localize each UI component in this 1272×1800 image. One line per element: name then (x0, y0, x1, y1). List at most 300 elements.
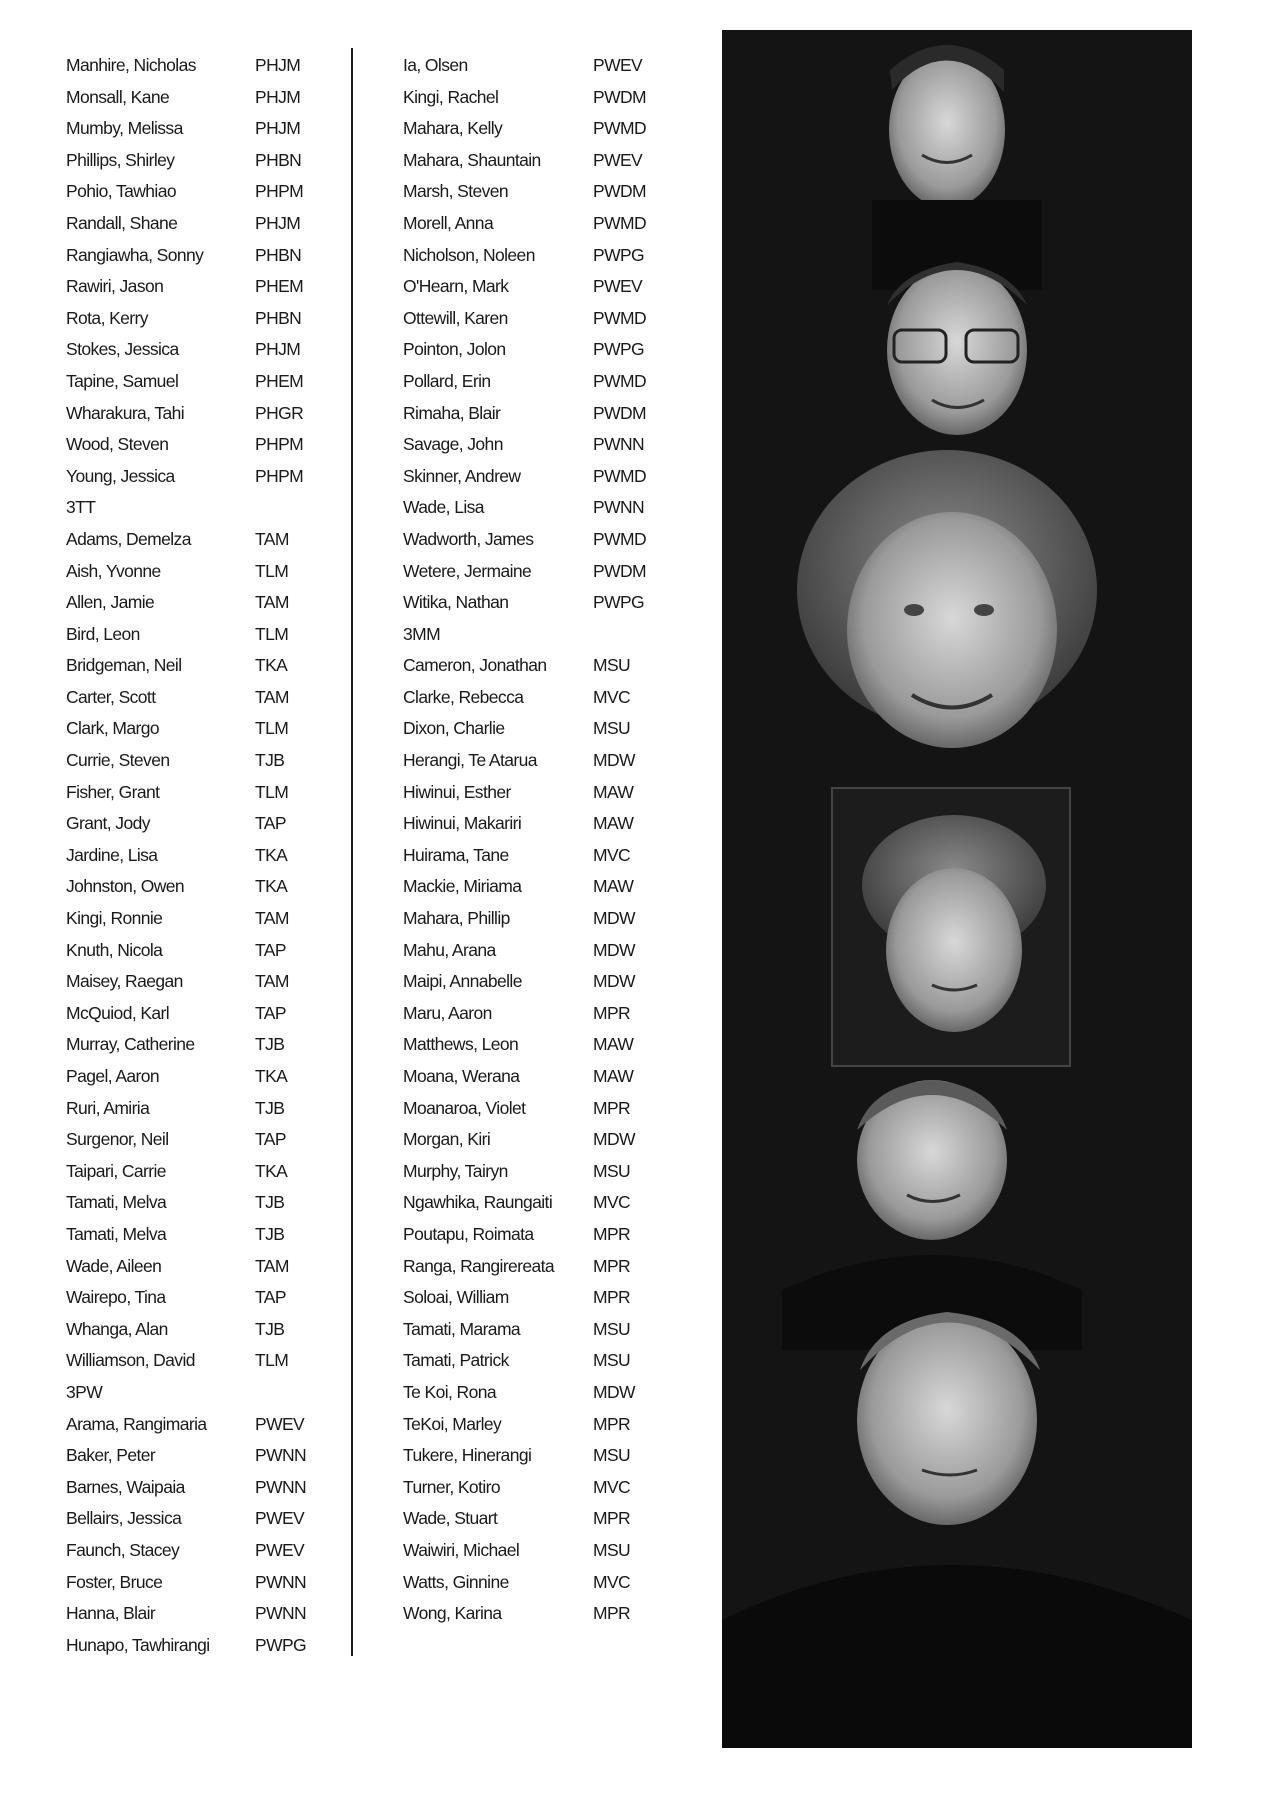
student-row (403, 398, 703, 430)
class-code: PWDM (593, 402, 647, 423)
student-row (66, 113, 356, 145)
student-name: Mahara, Shauntain (403, 149, 541, 170)
class-code: TLM (255, 1350, 289, 1371)
class-code: MPR (593, 1287, 631, 1308)
class-code: PWMD (593, 118, 647, 139)
student-row (403, 176, 703, 208)
student-row (66, 1535, 356, 1567)
student-name: Nicholson, Noleen (403, 244, 535, 265)
student-row (403, 1567, 703, 1599)
student-row (66, 745, 356, 777)
student-row (66, 871, 356, 903)
student-name: Fisher, Grant (66, 781, 160, 802)
class-code: PWDM (593, 560, 647, 581)
class-code: PWEV (593, 149, 643, 170)
class-code: TAP (255, 813, 286, 834)
student-row (66, 1440, 356, 1472)
class-code: TLM (255, 781, 289, 802)
student-row (66, 1598, 356, 1630)
class-code: PWMD (593, 307, 647, 328)
student-name: Morgan, Kiri (403, 1129, 491, 1150)
student-row (403, 1535, 703, 1567)
student-name: Tamati, Melva (66, 1192, 167, 1213)
class-code: PWMD (593, 528, 647, 549)
class-code: TKA (255, 876, 288, 897)
student-row (66, 366, 356, 398)
student-name: Ranga, Rangirereata (403, 1255, 555, 1276)
student-row (403, 240, 703, 272)
student-name: Manhire, Nicholas (66, 55, 196, 75)
student-name: Ruri, Amiria (66, 1097, 150, 1118)
student-name: Skinner, Andrew (403, 465, 521, 486)
student-name: Knuth, Nicola (66, 939, 163, 960)
class-code: PWNN (593, 497, 645, 518)
student-row (66, 682, 356, 714)
student-name: Ngawhika, Raungaiti (403, 1192, 553, 1213)
class-code: TAM (255, 686, 289, 707)
class-code: TLM (255, 718, 289, 739)
student-name: Whanga, Alan (66, 1318, 168, 1339)
student-row (403, 145, 703, 177)
class-code: PHEM (255, 276, 304, 297)
class-code: MPR (593, 1603, 631, 1624)
student-row (403, 334, 703, 366)
student-row (66, 1282, 356, 1314)
class-code: MDW (593, 939, 635, 960)
student-row (403, 682, 703, 714)
column-divider (351, 48, 353, 1656)
middle-name-list (403, 50, 703, 1630)
student-name: Allen, Jamie (66, 592, 155, 613)
class-code: TKA (255, 1160, 288, 1181)
class-code: MDW (593, 750, 635, 771)
class-code: MDW (593, 971, 635, 992)
student-row (66, 650, 356, 682)
student-row (66, 1124, 356, 1156)
class-code: PWEV (255, 1413, 305, 1434)
student-row (403, 1472, 703, 1504)
student-row (66, 713, 356, 745)
class-code: TJB (255, 1192, 285, 1213)
class-code: TAM (255, 528, 289, 549)
class-code: MAW (593, 1034, 634, 1055)
student-row (66, 334, 356, 366)
student-row (66, 1345, 356, 1377)
student-row (66, 429, 356, 461)
student-name: Hunapo, Tawhirangi (66, 1634, 210, 1655)
student-name: Wetere, Jermaine (403, 560, 532, 581)
student-name: Ia, Olsen (403, 55, 468, 75)
student-row (66, 1567, 356, 1599)
class-code: TLM (255, 560, 289, 581)
class-code: PWEV (593, 55, 643, 75)
student-row (403, 1093, 703, 1125)
student-name: Te Koi, Rona (403, 1381, 496, 1402)
student-row (403, 461, 703, 493)
student-row (66, 524, 356, 556)
class-code: MSU (593, 1318, 631, 1339)
student-row (66, 619, 356, 651)
class-code: PHPM (255, 181, 304, 202)
student-name: Barnes, Waipaia (66, 1476, 185, 1497)
class-code: TAM (255, 592, 289, 613)
student-name: Tamati, Patrick (403, 1350, 509, 1371)
class-code: PWMD (593, 212, 647, 233)
class-code: MSU (593, 1539, 631, 1560)
class-heading (66, 492, 356, 524)
student-row (403, 1156, 703, 1188)
student-name: Turner, Kotiro (403, 1476, 500, 1497)
class-code: MSU (593, 718, 631, 739)
student-name: Young, Jessica (66, 465, 175, 486)
student-name: Monsall, Kane (66, 86, 170, 107)
student-name: Arama, Rangimaria (66, 1413, 207, 1434)
class-code: PWPG (593, 592, 645, 613)
student-name: Maisey, Raegan (66, 971, 183, 992)
student-name: Rangiawha, Sonny (66, 244, 204, 265)
class-code: PHJM (255, 118, 301, 139)
student-name: Surgenor, Neil (66, 1129, 169, 1150)
student-name: Tamati, Marama (403, 1318, 521, 1339)
student-name: Wade, Aileen (66, 1255, 162, 1276)
student-row (403, 1409, 703, 1441)
student-name: Mahara, Phillip (403, 908, 510, 929)
class-code: PWPG (593, 244, 645, 265)
student-name: Maru, Aaron (403, 1002, 492, 1023)
student-row (403, 713, 703, 745)
student-row (403, 1314, 703, 1346)
class-code: TKA (255, 844, 288, 865)
class-code: PHBN (255, 307, 302, 328)
student-row (403, 50, 703, 82)
student-row (403, 808, 703, 840)
class-code: TAP (255, 1002, 286, 1023)
student-row (403, 650, 703, 682)
class-code: PWNN (255, 1476, 307, 1497)
student-row (66, 1219, 356, 1251)
class-code: MPR (593, 1413, 631, 1434)
student-row (403, 903, 703, 935)
student-row (66, 587, 356, 619)
student-name: Rota, Kerry (66, 307, 148, 328)
class-code: PWEV (255, 1508, 305, 1529)
student-row (66, 50, 356, 82)
class-code: PWDM (593, 181, 647, 202)
student-name: Marsh, Steven (403, 181, 509, 202)
class-code: PHGR (255, 402, 304, 423)
student-name: Tukere, Hinerangi (403, 1445, 532, 1466)
student-photo-collage (722, 30, 1192, 1748)
class-code: MDW (593, 908, 635, 929)
student-row (66, 1093, 356, 1125)
student-name: Kingi, Rachel (403, 86, 499, 107)
student-row (403, 1061, 703, 1093)
student-row (66, 777, 356, 809)
student-name: Bird, Leon (66, 623, 140, 644)
student-name: Tapine, Samuel (66, 370, 179, 391)
class-code: MPR (593, 1255, 631, 1276)
student-photo-4 (832, 788, 1070, 1066)
class-code: PHJM (255, 339, 301, 360)
student-row (66, 1251, 356, 1283)
student-name: Mumby, Melissa (66, 118, 183, 139)
class-code: TKA (255, 1066, 288, 1086)
class-code: TAP (255, 1287, 286, 1308)
student-row (66, 1156, 356, 1188)
student-name: Adams, Demelza (66, 528, 191, 549)
student-name: Herangi, Te Atarua (403, 750, 537, 771)
class-code: MVC (593, 686, 631, 707)
class-code: PWEV (593, 276, 643, 297)
student-name: Morell, Anna (403, 212, 494, 233)
student-row (66, 998, 356, 1030)
student-name: Bridgeman, Neil (66, 655, 182, 676)
student-row (403, 1377, 703, 1409)
student-name: Williamson, David (66, 1350, 195, 1371)
student-name: Tamati, Melva (66, 1223, 167, 1244)
class-code: PWNN (255, 1571, 307, 1592)
student-row (403, 1345, 703, 1377)
class-code: MPR (593, 1002, 631, 1023)
student-name: McQuiod, Karl (66, 1002, 170, 1023)
student-name: 3MM (403, 623, 441, 644)
student-name: Taipari, Carrie (66, 1160, 166, 1181)
student-row (403, 1598, 703, 1630)
student-row (403, 1187, 703, 1219)
student-name: Wade, Stuart (403, 1508, 498, 1529)
class-code: PHPM (255, 434, 304, 455)
student-row (66, 966, 356, 998)
student-row (66, 145, 356, 177)
student-name: Savage, John (403, 434, 503, 455)
class-code: PWMD (593, 465, 647, 486)
student-row (66, 303, 356, 335)
class-code: MPR (593, 1097, 631, 1118)
student-name: Phillips, Shirley (66, 149, 175, 170)
student-row (403, 745, 703, 777)
class-code: PHPM (255, 465, 304, 486)
class-code: MVC (593, 1192, 631, 1213)
student-name: Rawiri, Jason (66, 276, 164, 297)
class-code: PHEM (255, 370, 304, 391)
student-name: Hanna, Blair (66, 1603, 156, 1624)
student-name: Randall, Shane (66, 212, 178, 233)
class-code: PHJM (255, 212, 301, 233)
student-row (66, 903, 356, 935)
student-name: 3PW (66, 1381, 103, 1402)
student-name: Wade, Lisa (403, 497, 484, 518)
student-row (403, 871, 703, 903)
class-code: PWNN (255, 1445, 307, 1466)
class-code: TJB (255, 750, 285, 771)
student-row (66, 398, 356, 430)
student-row (66, 556, 356, 588)
class-code: TAP (255, 939, 286, 960)
class-code: PWMD (593, 370, 647, 391)
student-name: Wong, Karina (403, 1603, 502, 1624)
student-row (66, 208, 356, 240)
student-row (403, 1124, 703, 1156)
student-row (66, 1029, 356, 1061)
class-code: MAW (593, 1066, 634, 1086)
student-row (403, 935, 703, 967)
class-code: PHJM (255, 55, 301, 75)
student-name: Mahara, Kelly (403, 118, 503, 139)
student-row (403, 82, 703, 114)
student-row (403, 271, 703, 303)
student-name: Jardine, Lisa (66, 844, 158, 865)
student-row (403, 966, 703, 998)
student-name: Wharakura, Tahi (66, 402, 185, 423)
student-row (403, 1219, 703, 1251)
class-code: PHBN (255, 244, 302, 265)
student-name: Wood, Steven (66, 434, 169, 455)
student-name: Cameron, Jonathan (403, 655, 547, 676)
student-row (403, 303, 703, 335)
student-name: Witika, Nathan (403, 592, 509, 613)
student-name: Kingi, Ronnie (66, 908, 163, 929)
class-code: MPR (593, 1223, 631, 1244)
class-code: MPR (593, 1508, 631, 1529)
student-row (403, 587, 703, 619)
student-row (403, 777, 703, 809)
student-name: Pohio, Tawhiao (66, 181, 176, 202)
student-row (66, 82, 356, 114)
student-name: Moana, Werana (403, 1066, 520, 1086)
student-name: Aish, Yvonne (66, 560, 161, 581)
class-code: MSU (593, 1350, 631, 1371)
student-row (66, 240, 356, 272)
student-row (66, 1472, 356, 1504)
student-name: Currie, Steven (66, 750, 170, 771)
class-code: PWNN (593, 434, 645, 455)
student-name: Rimaha, Blair (403, 402, 501, 423)
class-code: MSU (593, 1445, 631, 1466)
student-row (403, 524, 703, 556)
class-code: MDW (593, 1129, 635, 1150)
student-row (403, 1503, 703, 1535)
student-row (403, 998, 703, 1030)
student-name: Mackie, Miriama (403, 876, 522, 897)
class-code: PWEV (255, 1539, 305, 1560)
student-row (403, 113, 703, 145)
student-name: Clark, Margo (66, 718, 159, 739)
student-name: TeKoi, Marley (403, 1413, 502, 1434)
class-code: MAW (593, 876, 634, 897)
student-name: Foster, Bruce (66, 1571, 163, 1592)
class-code: TAP (255, 1129, 286, 1150)
student-row (403, 556, 703, 588)
student-row (66, 176, 356, 208)
student-row (66, 1630, 356, 1662)
student-row (66, 840, 356, 872)
student-row (403, 1251, 703, 1283)
student-row (403, 1440, 703, 1472)
class-code: PWPG (255, 1634, 307, 1655)
class-code: MVC (593, 844, 631, 865)
class-code: TAM (255, 908, 289, 929)
student-name: Pollard, Erin (403, 370, 491, 391)
student-name: 3TT (66, 497, 96, 518)
student-row (66, 1061, 356, 1093)
class-heading (403, 619, 703, 651)
student-row (66, 935, 356, 967)
student-name: Murray, Catherine (66, 1034, 195, 1055)
student-name: Grant, Jody (66, 813, 150, 834)
class-code: PHJM (255, 86, 301, 107)
class-code: PWDM (593, 86, 647, 107)
class-code: TJB (255, 1097, 285, 1118)
class-code: TAM (255, 1255, 289, 1276)
student-row (403, 840, 703, 872)
class-code: MDW (593, 1381, 635, 1402)
student-row (403, 366, 703, 398)
student-name: Murphy, Tairyn (403, 1160, 508, 1181)
class-code: MAW (593, 813, 634, 834)
left-name-list (66, 50, 356, 1661)
student-row (403, 492, 703, 524)
class-code: TLM (255, 623, 289, 644)
student-row (66, 1187, 356, 1219)
student-row (66, 271, 356, 303)
class-code: MSU (593, 655, 631, 676)
student-name: O'Hearn, Mark (403, 276, 509, 297)
student-row (66, 1314, 356, 1346)
student-name: Clarke, Rebecca (403, 686, 524, 707)
class-code: TJB (255, 1223, 285, 1244)
student-name: Waiwiri, Michael (403, 1539, 520, 1560)
class-code: MVC (593, 1571, 631, 1592)
student-name: Dixon, Charlie (403, 718, 505, 739)
student-row (403, 208, 703, 240)
class-code: PWNN (255, 1603, 307, 1624)
class-code: PHBN (255, 149, 302, 170)
student-row (403, 429, 703, 461)
student-name: Faunch, Stacey (66, 1539, 180, 1560)
student-row (403, 1029, 703, 1061)
class-code: TKA (255, 655, 288, 676)
class-code: PWPG (593, 339, 645, 360)
class-code: TJB (255, 1034, 285, 1055)
student-name: Wadworth, James (403, 528, 534, 549)
student-row (66, 1409, 356, 1441)
student-name: Bellairs, Jessica (66, 1508, 182, 1529)
student-name: Mahu, Arana (403, 939, 496, 960)
student-name: Carter, Scott (66, 686, 156, 707)
student-name: Pagel, Aaron (66, 1066, 160, 1086)
student-name: Poutapu, Roimata (403, 1223, 534, 1244)
student-name: Ottewill, Karen (403, 307, 508, 328)
student-name: Huirama, Tane (403, 844, 509, 865)
student-name: Hiwinui, Esther (403, 781, 511, 802)
class-code: MSU (593, 1160, 631, 1181)
class-code: TJB (255, 1318, 285, 1339)
student-name: Watts, Ginnine (403, 1571, 509, 1592)
student-name: Moanaroa, Violet (403, 1097, 526, 1118)
student-row (403, 1282, 703, 1314)
photo-collage-drawing (722, 30, 1192, 1748)
student-row (66, 808, 356, 840)
student-name: Wairepo, Tina (66, 1287, 166, 1308)
student-row (66, 1503, 356, 1535)
student-name: Johnston, Owen (66, 876, 185, 897)
student-name: Baker, Peter (66, 1445, 156, 1466)
class-code: MVC (593, 1476, 631, 1497)
student-name: Maipi, Annabelle (403, 971, 522, 992)
student-name: Soloai, William (403, 1287, 509, 1308)
student-name: Pointon, Jolon (403, 339, 506, 360)
class-code: MAW (593, 781, 634, 802)
